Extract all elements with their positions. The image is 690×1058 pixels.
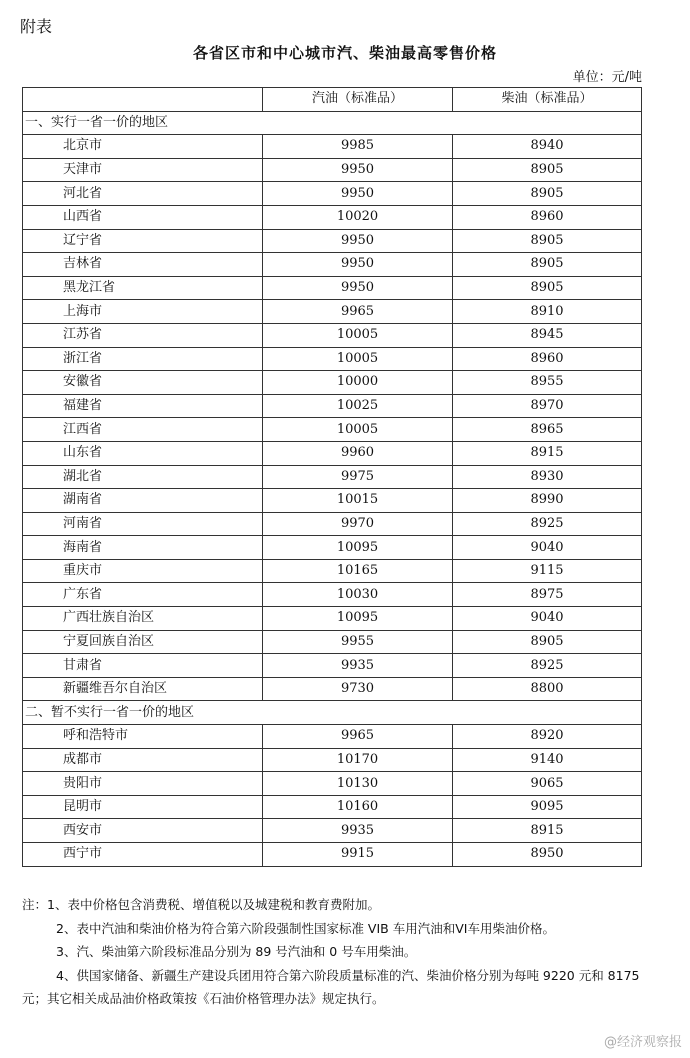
diesel-price-cell: 8960 [453, 205, 642, 229]
gasoline-price-cell: 10095 [263, 607, 453, 631]
diesel-price-cell: 8945 [453, 323, 642, 347]
diesel-price-cell: 8940 [453, 135, 642, 159]
unit-label: 单位：元/吨 [572, 70, 642, 85]
gasoline-price-cell: 10005 [263, 418, 453, 442]
table-row [23, 819, 642, 843]
region-cell: 山西省 [23, 205, 263, 229]
table-row [23, 441, 642, 465]
table-row [23, 630, 642, 654]
gasoline-price-cell: 10020 [263, 205, 453, 229]
gasoline-price-cell: 10025 [263, 394, 453, 418]
note-1: 注：1、表中价格包含消费税、增值税以及城建税和教育费附加。 [22, 897, 380, 912]
diesel-price-cell: 8905 [453, 253, 642, 277]
section-row [23, 111, 642, 135]
gasoline-price-cell: 9915 [263, 843, 453, 867]
gasoline-price-cell: 10160 [263, 795, 453, 819]
diesel-price-cell: 8930 [453, 465, 642, 489]
price-table [22, 87, 642, 867]
gasoline-price-cell: 10000 [263, 371, 453, 395]
table-row [23, 795, 642, 819]
region-cell: 广东省 [23, 583, 263, 607]
table-row [23, 748, 642, 772]
gasoline-price-cell: 9730 [263, 677, 453, 701]
gasoline-price-cell: 9955 [263, 630, 453, 654]
note-2: 2、表中汽油和柴油价格为符合第六阶段强制性国家标准 VIB 车用汽油和VI车用柴油价格。 [56, 920, 555, 936]
region-cell: 昆明市 [23, 795, 263, 819]
gasoline-price-cell: 10015 [263, 489, 453, 513]
diesel-price-cell: 8955 [453, 371, 642, 395]
region-cell: 天津市 [23, 158, 263, 182]
table-row [23, 229, 642, 253]
diesel-price-cell: 9140 [453, 748, 642, 772]
table-row [23, 512, 642, 536]
diesel-price-cell: 8965 [453, 418, 642, 442]
diesel-price-cell: 8905 [453, 229, 642, 253]
region-cell: 福建省 [23, 394, 263, 418]
diesel-price-cell: 8905 [453, 182, 642, 206]
region-cell: 西宁市 [23, 843, 263, 867]
gasoline-price-cell: 9960 [263, 441, 453, 465]
table-row [23, 489, 642, 513]
notes [22, 893, 647, 1011]
gasoline-price-cell: 9950 [263, 253, 453, 277]
gasoline-price-cell: 9970 [263, 512, 453, 536]
diesel-price-cell: 8950 [453, 843, 642, 867]
region-cell: 成都市 [23, 748, 263, 772]
gasoline-price-cell: 9935 [263, 654, 453, 678]
gasoline-price-cell: 10170 [263, 748, 453, 772]
gasoline-price-cell: 9950 [263, 229, 453, 253]
gasoline-price-cell: 10165 [263, 559, 453, 583]
table-row [23, 135, 642, 159]
table-row [23, 300, 642, 324]
note-3: 3、汽、柴油第六阶段标准品分别为 89 号汽油和 0 号车用柴油。 [56, 944, 417, 959]
table-row [23, 677, 642, 701]
region-cell: 安徽省 [23, 371, 263, 395]
table-row [23, 347, 642, 371]
region-cell: 西安市 [23, 819, 263, 843]
table-row [23, 182, 642, 206]
table-row [23, 559, 642, 583]
table-row [23, 371, 642, 395]
diesel-price-cell: 8960 [453, 347, 642, 371]
region-cell: 上海市 [23, 300, 263, 324]
table-row [23, 158, 642, 182]
header-cell-diesel: 柴油（标准品） [453, 88, 642, 112]
section-title: 一、实行一省一价的地区 [23, 111, 642, 135]
gasoline-price-cell: 9965 [263, 300, 453, 324]
table-row [23, 725, 642, 749]
region-cell: 重庆市 [23, 559, 263, 583]
diesel-price-cell: 8925 [453, 512, 642, 536]
gasoline-price-cell: 10130 [263, 772, 453, 796]
section-row [23, 701, 642, 725]
region-cell: 江西省 [23, 418, 263, 442]
gasoline-price-cell: 9935 [263, 819, 453, 843]
watermark: @经济观察报 [603, 1035, 682, 1050]
diesel-price-cell: 8905 [453, 158, 642, 182]
page-title: 各省区市和中心城市汽、柴油最高零售价格 [192, 44, 497, 62]
region-cell: 吉林省 [23, 253, 263, 277]
table-row [23, 418, 642, 442]
region-cell: 湖北省 [23, 465, 263, 489]
table-row [23, 276, 642, 300]
diesel-price-cell: 8970 [453, 394, 642, 418]
region-cell: 河南省 [23, 512, 263, 536]
region-cell: 新疆维吾尔自治区 [23, 677, 263, 701]
header-row [23, 88, 642, 112]
region-cell: 甘肃省 [23, 654, 263, 678]
gasoline-price-cell: 10005 [263, 347, 453, 371]
appendix-label: 附表 [20, 17, 53, 36]
header-cell-region [23, 88, 263, 112]
region-cell: 山东省 [23, 441, 263, 465]
region-cell: 北京市 [23, 135, 263, 159]
region-cell: 广西壮族自治区 [23, 607, 263, 631]
region-cell: 江苏省 [23, 323, 263, 347]
region-cell: 宁夏回族自治区 [23, 630, 263, 654]
gasoline-price-cell: 9985 [263, 135, 453, 159]
gasoline-price-cell: 9950 [263, 276, 453, 300]
table-row [23, 654, 642, 678]
diesel-price-cell: 8905 [453, 630, 642, 654]
diesel-price-cell: 8905 [453, 276, 642, 300]
table-row [23, 843, 642, 867]
diesel-price-cell: 8920 [453, 725, 642, 749]
diesel-price-cell: 9040 [453, 607, 642, 631]
gasoline-price-cell: 10095 [263, 536, 453, 560]
diesel-price-cell: 8925 [453, 654, 642, 678]
header-cell-gasoline: 汽油（标准品） [263, 88, 453, 112]
table-row [23, 205, 642, 229]
diesel-price-cell: 8910 [453, 300, 642, 324]
note-4: 4、供国家储备、新疆生产建设兵团用符合第六阶段质量标准的汽、柴油价格分别为每吨 9220 元和 8175 元；其它相关成品油价格政策按《石油价格管理办法》规定执行。 [22, 967, 640, 1006]
table-row [23, 536, 642, 560]
region-cell: 贵阳市 [23, 772, 263, 796]
gasoline-price-cell: 10030 [263, 583, 453, 607]
table-row [23, 323, 642, 347]
region-cell: 海南省 [23, 536, 263, 560]
diesel-price-cell: 8975 [453, 583, 642, 607]
gasoline-price-cell: 9965 [263, 725, 453, 749]
gasoline-price-cell: 9975 [263, 465, 453, 489]
diesel-price-cell: 8990 [453, 489, 642, 513]
region-cell: 黑龙江省 [23, 276, 263, 300]
table-row [23, 607, 642, 631]
diesel-price-cell: 8915 [453, 819, 642, 843]
diesel-price-cell: 9065 [453, 772, 642, 796]
gasoline-price-cell: 9950 [263, 158, 453, 182]
region-cell: 辽宁省 [23, 229, 263, 253]
gasoline-price-cell: 9950 [263, 182, 453, 206]
section-title: 二、暂不实行一省一价的地区 [23, 701, 642, 725]
diesel-price-cell: 8800 [453, 677, 642, 701]
region-cell: 浙江省 [23, 347, 263, 371]
table-row [23, 583, 642, 607]
diesel-price-cell: 9115 [453, 559, 642, 583]
table-row [23, 465, 642, 489]
table-row [23, 394, 642, 418]
region-cell: 河北省 [23, 182, 263, 206]
diesel-price-cell: 9095 [453, 795, 642, 819]
diesel-price-cell: 9040 [453, 536, 642, 560]
region-cell: 呼和浩特市 [23, 725, 263, 749]
table-row [23, 253, 642, 277]
diesel-price-cell: 8915 [453, 441, 642, 465]
region-cell: 湖南省 [23, 489, 263, 513]
table-row [23, 772, 642, 796]
gasoline-price-cell: 10005 [263, 323, 453, 347]
